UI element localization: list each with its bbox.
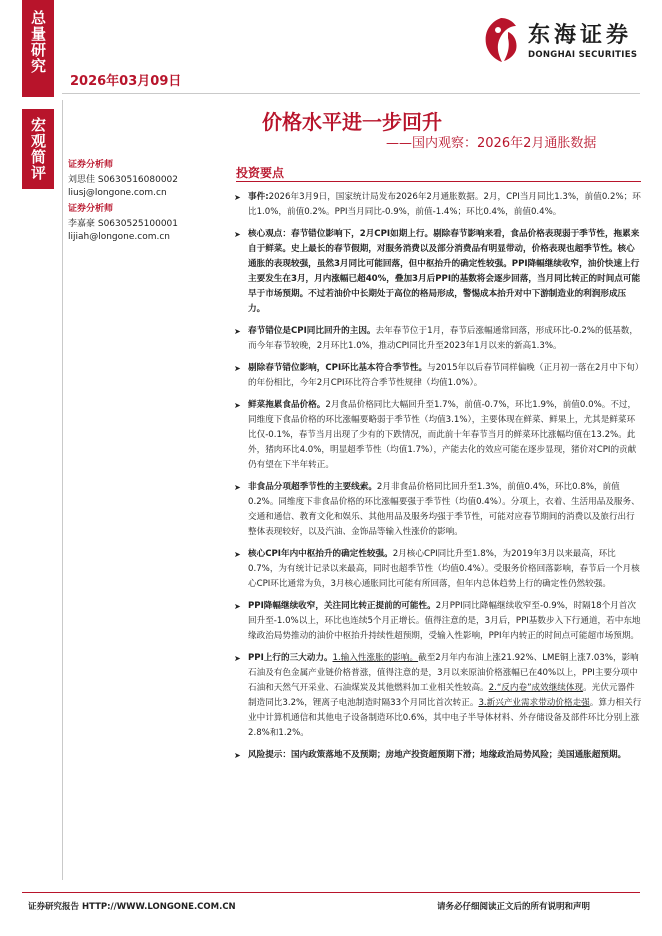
category-tag-strip <box>22 0 54 97</box>
report-type-box <box>22 109 54 189</box>
bullet-non-food: ➤ 非食品分项超季节性的主要线索。2月非食品价格同比回升至1.3%，前值0.4%，环比0.8%，前值0.2%。同维度下非食品价格的环比涨幅要强于季节性（均值0.4%）。分项上，衣着、生活用品及服务、交通和通信、教育文化和娱乐、其他用品及服务均强于季节性，可能对应春节期间的消费以及旅行出行整体表现较好，以及汽油、金饰品等输入性涨价的影响。 <box>234 482 640 537</box>
bullet-event: ➤ 事件:2026年3月9日，国家统计局发布2026年2月通胀数据。2月，CPI当月同比1.3%，前值0.2%；环比1.0%，前值0.2%。PPI当月同比-0.9%，前值-1.4%；环比0.4%，前值0.4%。 <box>234 192 641 217</box>
sidebar-divider <box>62 100 63 880</box>
analyst-label: 证券分析师 <box>68 204 114 214</box>
section-rule <box>236 181 641 182</box>
analyst-email[interactable]: lijiah@longone.com.cn <box>68 232 170 242</box>
report-title: 价格水平进一步回升 <box>262 110 442 134</box>
bullet-arrow-icon: ➤ <box>234 364 241 373</box>
logo-name-en: DONGHAI SECURITIES <box>528 50 638 60</box>
analyst-label: 证券分析师 <box>68 160 114 170</box>
bullet-arrow-icon: ➤ <box>234 193 241 202</box>
bullet-risk: ➤ 风险提示：国内政策落地不及预期；房地产投资超预期下滑；地缘政治局势风险；美国通胀超预期。 <box>232 748 642 763</box>
bullet-core-cpi: ➤ 核心CPI年内中枢抬升的确定性较强。2月核心CPI同比升至1.8%，为2019年3月以来最高，环比0.7%，为有统计记录以来最高，同时也超季节性（均值0.4%）。受服务价格回落影响，春节后一个月核心CPI环比通常为负，3月核心通胀同比可能有所回落，但年内总体趋势上行的确定性仍然较强。 <box>234 549 640 589</box>
bullet-arrow-icon: ➤ <box>234 483 241 492</box>
analyst-email[interactable]: liusj@longone.com.cn <box>68 188 167 198</box>
bullet-core-view: ➤ 核心观点：春节错位影响下，2月CPI如期上行。剔除春节影响来看，食品价格表现弱于季节性，拖累来自于鲜菜。史上最长的春节假期，对服务消费以及部分消费品有明显带动，价格表现也超季节性。核心通胀的表现较强，虽然3月同比可能回落，但中枢抬升的确定性较强。PPI降幅继续收窄，油价快速上行主要发生在3月，月内涨幅已超40%，叠加3月后PPI的基数将会逐步回落，当月同比转正的时间点可能早于市场预期。不过若油价中长期处于高位的格局形成，警惕成本抬升对中下游制造业的利润形成压力。 <box>234 229 641 314</box>
bullet-spring-festival: ➤ 春节错位是CPI同比回升的主因。去年春节位于1月，春节后涨幅通常回落，形成环比-0.2%的低基数，而今年春节较晚，2月环比1.0%，推动CPI同比升至2023年1月以来的新高1.3%。 <box>234 326 638 351</box>
bullet-arrow-icon: ➤ <box>234 550 241 559</box>
bullet-arrow-icon: ➤ <box>234 401 241 410</box>
bullet-seasonality: ➤ 剔除春节错位影响，CPI环比基本符合季节性。与2015年以后春节同样偏晚（正月初一落在2月中下旬）的年份相比，今年2月CPI环比符合季节性规律（均值1.0%）。 <box>234 363 640 388</box>
header-divider <box>62 93 640 94</box>
bullet-ppi-drivers: ➤ PPI上行的三大动力。1.输入性涨胀的影响。截至2月年内布油上涨21.92%、LME铜上涨7.03%，影响石油及有色金属产业链价格普涨，值得注意的是，3月以来原油价格涨幅已在40%以上，PPI主要分项中石油和天然气开采业、石油煤炭及其他燃料加工业相关性较高。2.“反内卷”成效继续体现。光伏元器件制造同比3.2%，锂离子电池制造时隔33个月同比首次转正。3.新兴产业需求带动价格走强。算力相关行业中计算机通信和其他电子设备制造环比0.6%，其中电子半导体材料、外存储设备及部件环比分别上涨2.8%和1.2%。 <box>234 653 642 738</box>
analyst-name: 刘思佳 S0630516080002 <box>68 175 179 185</box>
bullet-arrow-icon: ➤ <box>234 602 241 611</box>
footer-source[interactable]: 证券研究报告 HTTP://WWW.LONGONE.COM.CN <box>28 902 236 912</box>
donghai-logo-icon <box>478 14 524 66</box>
bullet-arrow-icon: ➤ <box>234 327 241 336</box>
report-type: 宏观简评 <box>29 117 47 181</box>
report-subtitle: ——国内观察：2026年2月通胀数据 <box>386 136 597 151</box>
analyst-block <box>68 157 178 242</box>
investment-points <box>232 190 642 770</box>
category-tag: 总量研究 <box>29 10 47 74</box>
report-date: 2026年03月09日 <box>70 74 182 89</box>
bullet-arrow-icon: ➤ <box>234 654 241 663</box>
bullet-arrow-icon: ➤ <box>234 230 241 239</box>
analyst-name: 李嘉豪 S0630525100001 <box>68 219 179 229</box>
section-heading: 投资要点 <box>236 166 285 180</box>
bullet-vegetables: ➤ 鲜菜拖累食品价格。2月食品价格同比大幅回升至1.7%，前值-0.7%，环比1.9%，前值0.0%。不过，同维度下食品价格的环比涨幅要略弱于季节性（均值3.1%），主要体现在鲜菜、鲜果上，尤其是鲜菜环比仅-0.1%，春节当月出现了少有的下跌情况，而此前十年春节当月的鲜菜环比涨幅均值在13.2%。此外，猪肉环比4.0%，明显超季节性（均值1.7%），产能去化的效应可能在逐步显现，猪价对CPI的贡献仍有望在下半年转正。 <box>234 400 637 470</box>
logo-name-cn: 东海证券 <box>528 23 633 48</box>
footer-rule <box>22 892 640 893</box>
bullet-arrow-icon: ➤ <box>234 751 241 760</box>
footer-disclaimer: 请务必仔细阅读正文后的所有说明和声明 <box>437 902 591 912</box>
bullet-ppi-narrowing: ➤ PPI降幅继续收窄，关注同比转正提前的可能性。2月PPI同比降幅继续收窄至-0.9%，时隔18个月首次回升至-1.0%以上，环比也连续5个月正增长。值得注意的是，3月后，PPI基数步入下行通道，若中东地缘政治局势推动的油价中枢抬升持续性超预期，受输入性影响，PPI年内转正的时间点可能超市场预期。 <box>234 601 641 641</box>
